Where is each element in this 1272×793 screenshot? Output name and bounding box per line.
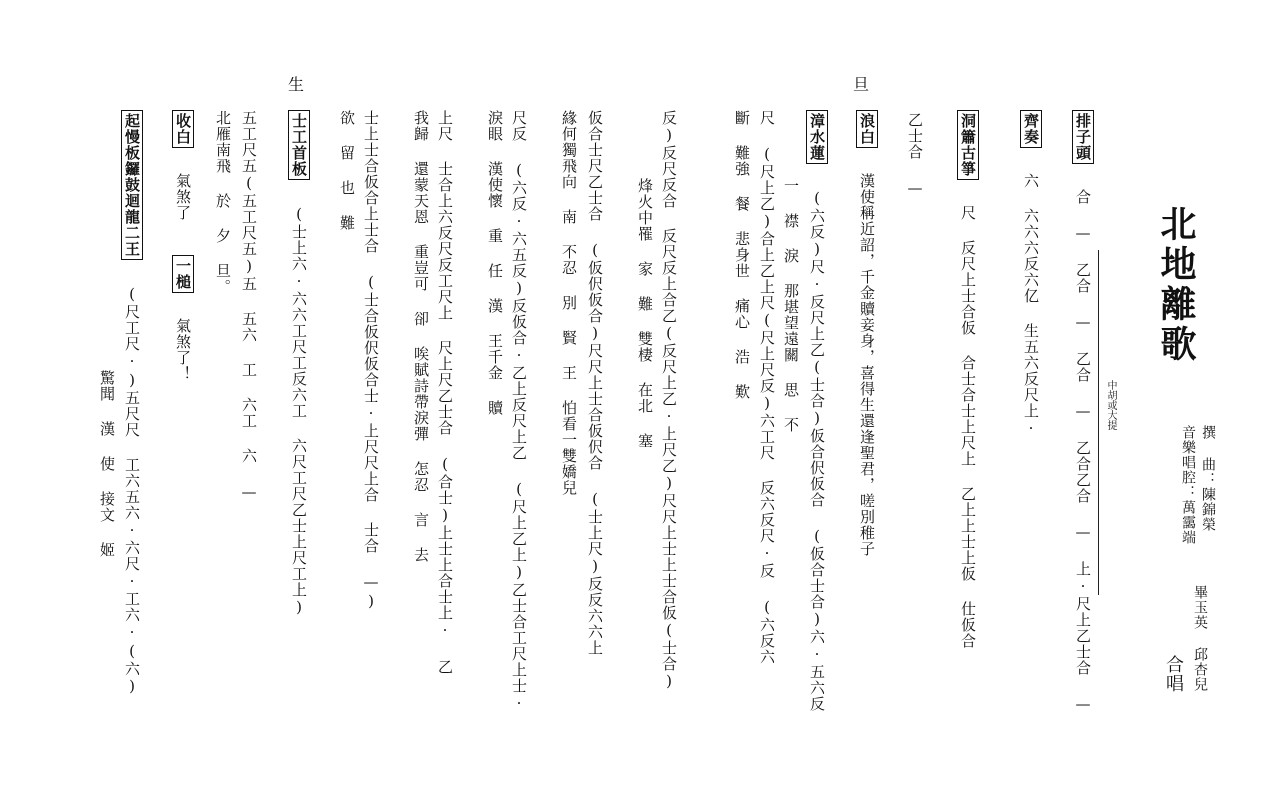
lyric-column [636, 178, 654, 449]
lyric-line: 淚眼 漢使懷 重 任 漢 王千金 贖 [486, 110, 504, 416]
role-sheng: 生 [288, 75, 305, 94]
singers-credit [1190, 585, 1210, 696]
score-line: 乙士合 — [906, 112, 924, 198]
lyric-line: 驚聞 漢 使 接文 姬 [98, 370, 116, 558]
score-line: 漢使稱近詔，千金贖妾身，喜得生還逢聖君，嗟別稚子 [858, 173, 876, 557]
score-line: 仮合士尺乙士合 (仮伬仮合)尺尺上士合仮伬合 (士上尺)反反六六上 [586, 110, 604, 656]
score-column [240, 110, 258, 502]
score-line: 六 六六六反六亿 生五六反尺上· [1022, 173, 1040, 438]
section-label: 士工首板 [288, 110, 310, 180]
score-column [362, 110, 380, 611]
section-label: 齊奏 [1020, 110, 1042, 148]
section-label: 排子頭 [1072, 110, 1094, 164]
score-column [172, 110, 194, 221]
score-line: 反)反尺反合 反尺反上合乙(反尺上乙·上尺乙)尺尺上士上士合仮(士合) [660, 110, 678, 691]
score-column [1020, 110, 1042, 438]
score-column [906, 112, 924, 198]
score-column [856, 110, 878, 557]
lyric-column [782, 178, 800, 433]
score-column [121, 110, 143, 696]
lyric-line: 烽火中罹 家 難 雙棲 在北 塞 [636, 178, 654, 449]
score-line: (尺工尺·)五尺尺 工六五六·六尺·工六·(六) [123, 285, 141, 696]
section-label: 一槌 [172, 255, 194, 293]
bracket-note: 中胡或大提 [1105, 380, 1116, 430]
score-column [758, 110, 776, 665]
score-column [586, 110, 604, 656]
section-label: 漳水蓮 [806, 110, 828, 164]
lyric-line: 我歸 還蒙天恩 重豈可 卻 唉賦詩帶淚彈 怎忍 言 去 [412, 110, 430, 563]
score-line: 尺 (尺上乙)合上乙上尺(尺上尺反)六工尺 反六反尺·反 (六反六 [758, 110, 776, 665]
section-label: 浪白 [856, 110, 878, 148]
lyric-column [733, 110, 751, 400]
score-line: 氣煞了！ [174, 318, 192, 382]
lyric-line: 欲 留 也 難 [338, 110, 356, 231]
section-label: 收白 [172, 110, 194, 148]
score-column [172, 255, 194, 382]
lyric-column [98, 370, 116, 558]
section-label: 洞簫古箏 [957, 110, 979, 180]
score-line: (士上六·六六工尺工反六工 六尺工尺乙士上尺工上) [290, 205, 308, 617]
section-label: 起慢板鑼鼓迴龍二王 [121, 110, 143, 260]
score-line: 尺反 (六反·六五反)反仮合·乙上反尺上乙 (尺上乙上)乙士合工尺上士· [510, 110, 528, 713]
lyric-line: 斷 難強 餐 悲身世 痛心 浩 歎 [733, 110, 751, 400]
score-line: 尺 反尺上士合仮 合士合士上尺上 乙上上士上仮 仕仮合 [959, 205, 977, 649]
score-line: 五工尺五(五工尺五)五 五六 工 六工 六 — [240, 110, 258, 502]
score-column [957, 110, 979, 649]
bracket-line [1098, 250, 1099, 595]
score-line: 上尺 士合上六反尺反工尺上 尺上尺乙士合 (合士)上士上合士上· 乙 [436, 110, 454, 675]
vocal-credit: 音樂唱腔：萬靄端 [1180, 425, 1196, 545]
lyric-column [412, 110, 430, 563]
score-column [288, 110, 310, 617]
lyric-column [214, 110, 232, 295]
lyric-line: 緣何獨飛向 南 不忍 別 賢 王 怕看一雙嬌兒 [560, 110, 578, 496]
composer-credit: 撰 曲：陳錦榮 [1200, 425, 1216, 532]
score-line: 合 — 乙合 — 乙合 — 乙合乙合 — 上·尺上乙士合 — [1074, 189, 1092, 714]
score-line: (六反)尺·反尺上乙(士合)仮合伬仮合 (仮合士合)六·五六反 [808, 189, 826, 712]
role-dan: 旦 [853, 75, 870, 94]
lyric-column [486, 110, 504, 416]
score-column [806, 110, 828, 712]
lyric-line: 一 襟 淚 那堪望遠關 思 不 [782, 178, 800, 433]
score-column [510, 110, 528, 713]
score-column [1072, 110, 1094, 714]
sing-together-label: 合唱 [1163, 655, 1184, 693]
lyric-line: 北雁南飛 於 夕 旦。 [214, 110, 232, 295]
score-line: 氣煞了 [174, 173, 192, 221]
score-column [660, 110, 678, 691]
score-column [436, 110, 454, 675]
score-line: 士上士合仮合上士合 (士合仮伬仮合士·上尺尺上合 士合 —) [362, 110, 380, 611]
song-title: 北地離歌 [1155, 205, 1196, 365]
lyric-column [338, 110, 356, 231]
lyric-column [560, 110, 578, 496]
singers-names: 畢玉英 邱杏兒 [1192, 585, 1208, 692]
